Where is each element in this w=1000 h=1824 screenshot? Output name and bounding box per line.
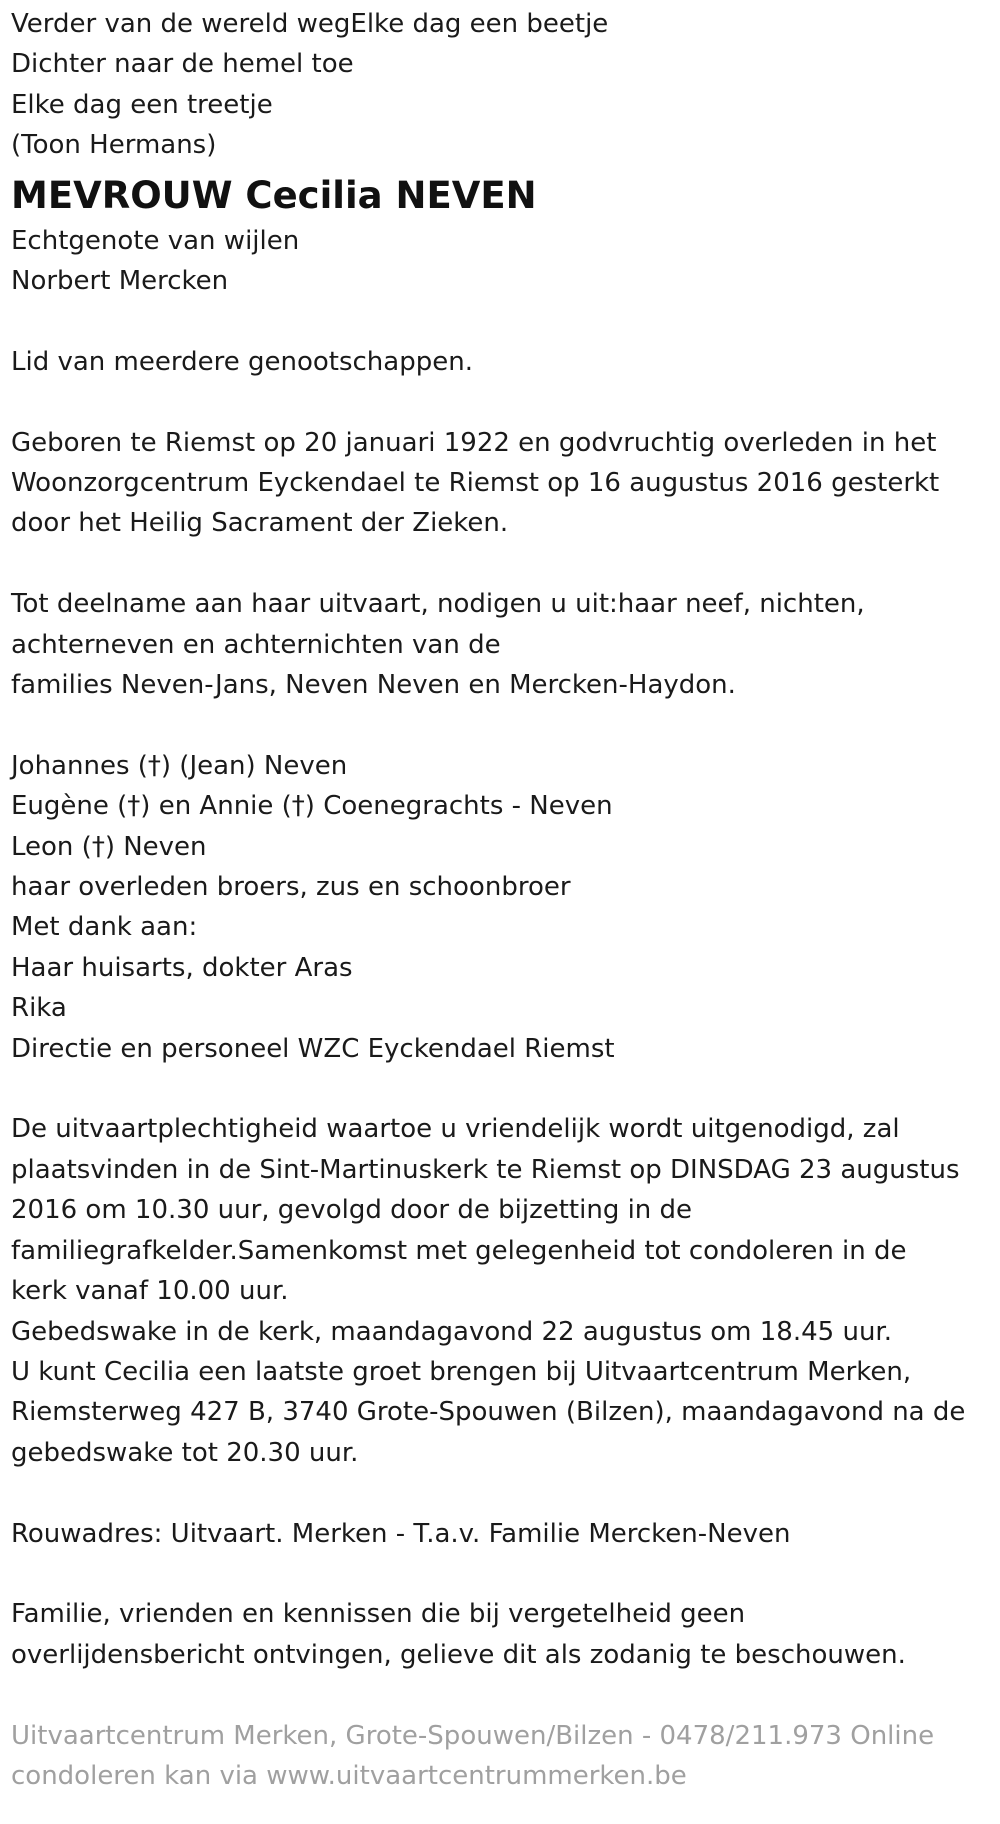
birth-death-line: Geboren te Riemst op 20 januari 1922 en godvruchtig overleden in het bbox=[11, 427, 937, 458]
invitation-line: Tot deelname aan haar uitvaart, nodigen u uit:haar neef, nichten, bbox=[11, 589, 865, 620]
ceremony-line: De uitvaartplechtigheid waartoe u vriendelijk wordt uitgenodigd, zal bbox=[11, 1114, 900, 1145]
invitation-line: families Neven-Jans, Neven Neven en Mercken-Haydon. bbox=[11, 670, 736, 701]
spouse-section bbox=[11, 221, 1000, 302]
relative-line: Johannes (†) (Jean) Neven bbox=[11, 750, 348, 781]
birth-death-line: door het Heilig Sacrament der Zieken. bbox=[11, 508, 509, 539]
footer-line: condoleren kan via www.uitvaartcentrummerken.be bbox=[11, 1760, 687, 1791]
farewell-line: Riemsterweg 427 B, 3740 Grote-Spouwen (Bilzen), maandagavond na de bbox=[11, 1397, 966, 1428]
relatives-section bbox=[11, 746, 1000, 1069]
poem-line: Elke dag een treetje bbox=[11, 89, 273, 120]
vigil-line: Gebedswake in de kerk, maandagavond 22 augustus om 18.45 uur. bbox=[11, 1316, 892, 1347]
farewell-line: gebedswake tot 20.30 uur. bbox=[11, 1437, 359, 1468]
spacer bbox=[11, 705, 1000, 745]
poem-line: Dichter naar de hemel toe bbox=[11, 49, 354, 80]
farewell-line: U kunt Cecilia een laatste groet brengen bij Uitvaartcentrum Merken, bbox=[11, 1356, 912, 1387]
spacer bbox=[11, 301, 1000, 341]
mourning-address: Rouwadres: Uitvaart. Merken - T.a.v. Familie Mercken-Neven bbox=[11, 1518, 791, 1549]
footer-line: Uitvaartcentrum Merken, Grote-Spouwen/Bilzen - 0478/211.973 Online bbox=[11, 1720, 935, 1751]
spouse-line: Echtgenote van wijlen bbox=[11, 225, 300, 256]
ceremony-line: 2016 om 10.30 uur, gevolgd door de bijzetting in de bbox=[11, 1195, 693, 1226]
relative-line: Leon (†) Neven bbox=[11, 831, 207, 862]
ceremony-line: plaatsvinden in de Sint-Martinuskerk te Riemst op DINSDAG 23 augustus bbox=[11, 1154, 960, 1185]
birth-death-line: Woonzorgcentrum Eyckendael te Riemst op 16 augustus 2016 gesterkt bbox=[11, 468, 940, 499]
ceremony-section bbox=[11, 1109, 1000, 1473]
thanks-line: Haar huisarts, dokter Aras bbox=[11, 952, 353, 983]
funeral-home-footer bbox=[11, 1716, 1000, 1797]
ceremony-line: familiegrafkelder.Samenkomst met gelegenheid tot condoleren in de bbox=[11, 1235, 907, 1266]
invitation-section bbox=[11, 584, 1000, 705]
relative-line: Eugène (†) en Annie (†) Coenegrachts - Neven bbox=[11, 791, 613, 822]
spacer bbox=[11, 382, 1000, 422]
membership-text: Lid van meerdere genootschappen. bbox=[11, 346, 473, 377]
closing-line: overlijdensbericht ontvingen, gelieve dit als zodanig te beschouwen. bbox=[11, 1639, 906, 1670]
birth-death-section bbox=[11, 423, 1000, 544]
spacer bbox=[11, 1675, 1000, 1715]
spacer bbox=[11, 1554, 1000, 1594]
poem-line: Verder van de wereld wegElke dag een beetje bbox=[11, 9, 609, 39]
poem-section bbox=[11, 4, 1000, 166]
ceremony-line: kerk vanaf 10.00 uur. bbox=[11, 1276, 289, 1307]
spacer bbox=[11, 1069, 1000, 1109]
poem-author: (Toon Hermans) bbox=[11, 130, 217, 161]
spouse-line: Norbert Mercken bbox=[11, 266, 229, 297]
closing-line: Familie, vrienden en kennissen die bij vergetelheid geen bbox=[11, 1599, 746, 1630]
closing-section bbox=[11, 1594, 1000, 1675]
spacer bbox=[11, 544, 1000, 584]
thanks-line: Rika bbox=[11, 993, 67, 1024]
spacer bbox=[11, 1473, 1000, 1513]
relative-line: haar overleden broers, zus en schoonbroer bbox=[11, 872, 571, 903]
thanks-heading: Met dank aan: bbox=[11, 912, 198, 943]
invitation-line: achterneven en achternichten van de bbox=[11, 629, 501, 660]
thanks-line: Directie en personeel WZC Eyckendael Riemst bbox=[11, 1033, 615, 1064]
deceased-name-title: MEVROUW Cecilia NEVEN bbox=[11, 173, 537, 217]
